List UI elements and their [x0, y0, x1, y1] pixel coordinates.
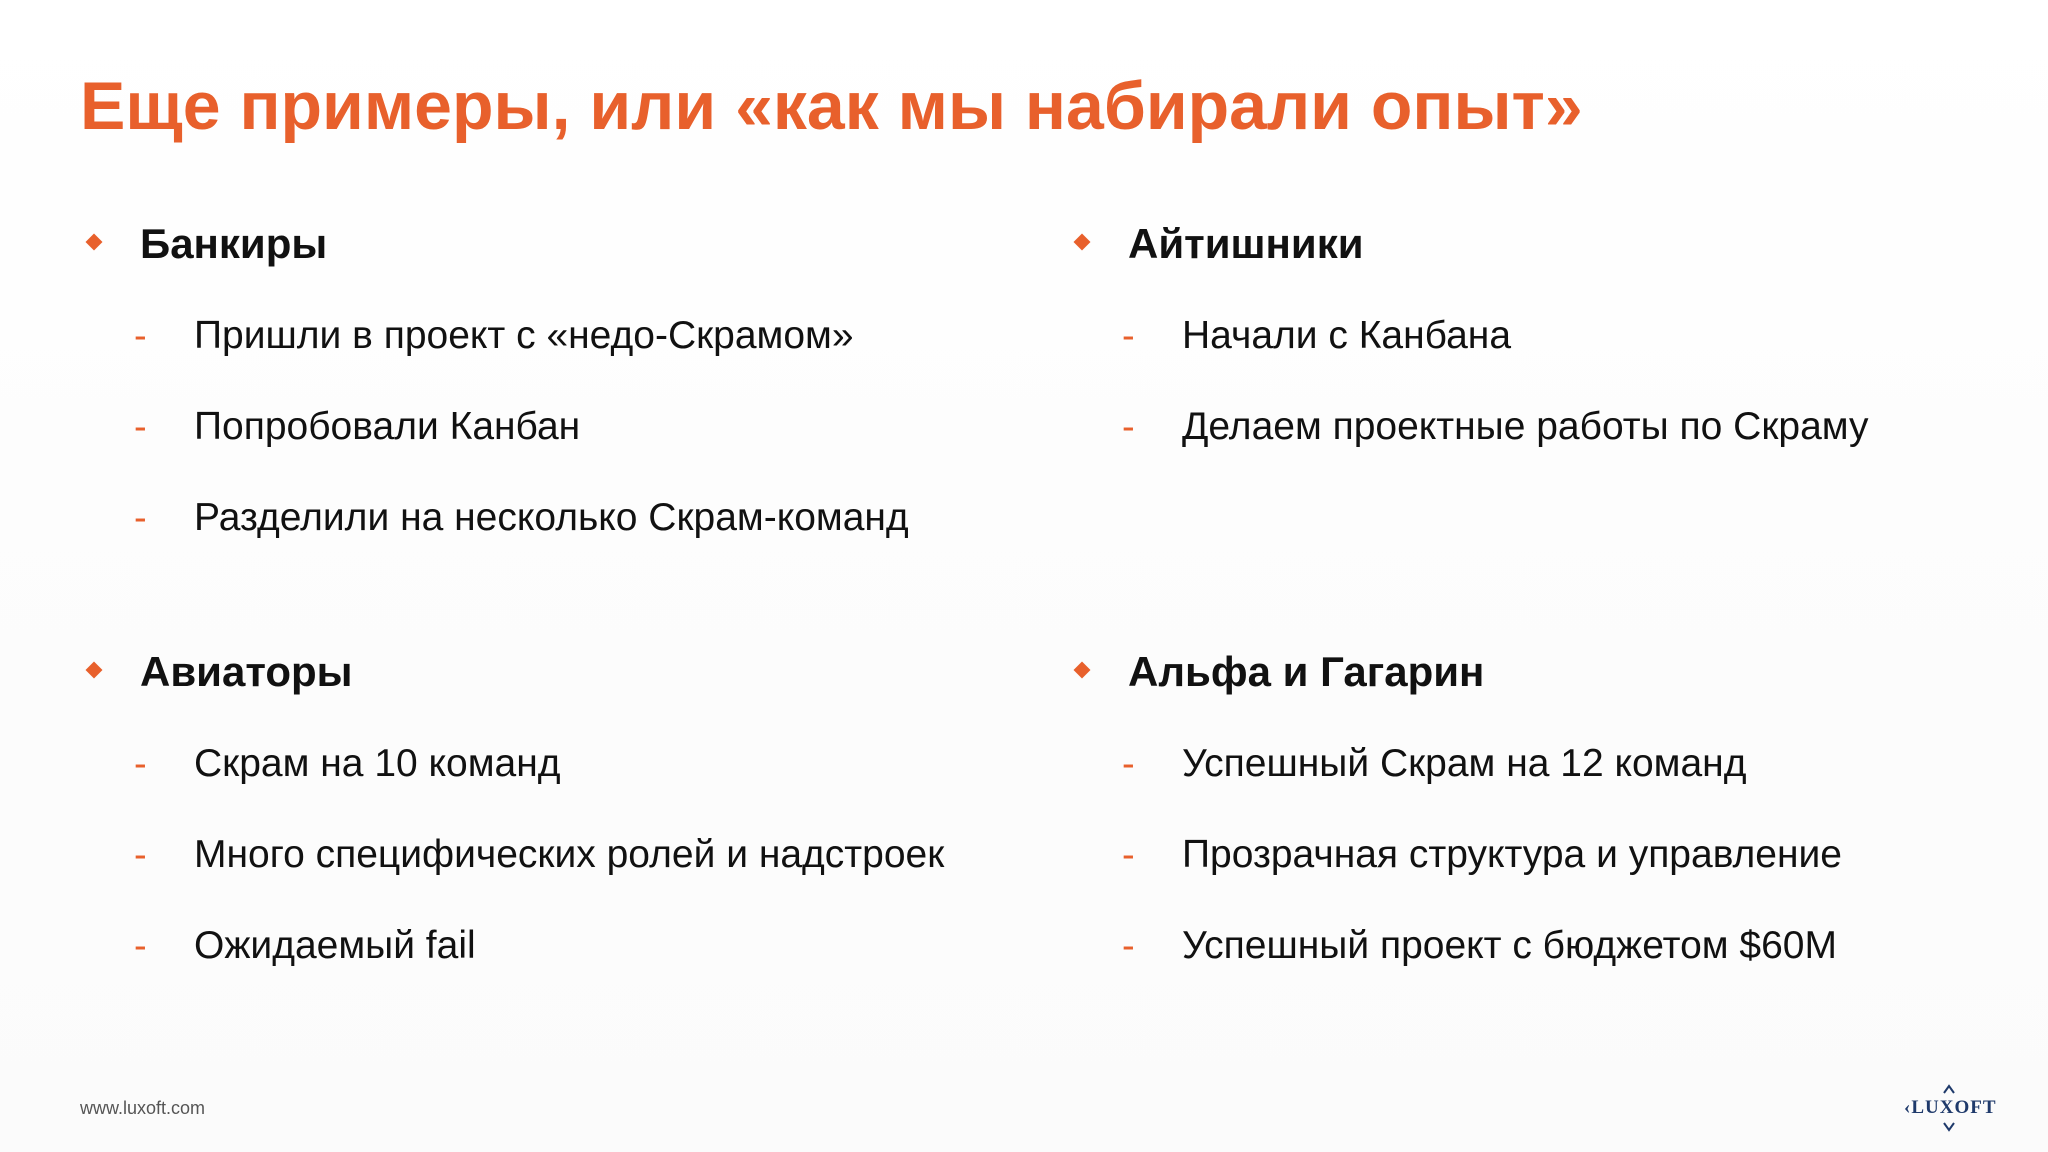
luxoft-logo	[1904, 1084, 1997, 1132]
section-header	[1068, 642, 2008, 702]
list-item	[1068, 916, 2008, 1007]
dash-bullet: -	[1122, 315, 1135, 357]
footer-url: www.luxoft.com	[80, 1098, 206, 1118]
item-list	[1068, 734, 2008, 1007]
list-item	[1068, 397, 2008, 488]
section-alfa-gagarin	[1068, 642, 2008, 1007]
list-item-text: Разделили на несколько Скрам-команд	[194, 496, 909, 539]
section-header	[80, 214, 1020, 274]
dash-bullet: -	[134, 315, 147, 357]
list-item-text: Прозрачная структура и управление	[1182, 833, 1842, 876]
section-header	[1068, 214, 2008, 274]
list-item-text: Попробовали Канбан	[194, 405, 581, 448]
diamond-bullet-icon	[1074, 234, 1091, 251]
dash-bullet: -	[1122, 925, 1135, 967]
dash-bullet: -	[134, 743, 147, 785]
list-item	[80, 734, 1020, 825]
section-title: Альфа и Гагарин	[1128, 648, 1485, 695]
list-item-text: Успешный проект с бюджетом $60M	[1182, 924, 1837, 967]
dash-bullet: -	[1122, 406, 1135, 448]
dash-bullet: -	[134, 406, 147, 448]
dash-bullet: -	[134, 925, 147, 967]
list-item-text: Делаем проектные работы по Скраму	[1182, 405, 1869, 448]
slide-title: Еще примеры, или «как мы набирали опыт»	[80, 68, 1583, 144]
list-item-text: Начали с Канбана	[1182, 314, 1512, 357]
section-header	[80, 642, 1020, 702]
diamond-bullet-icon	[1074, 662, 1091, 679]
list-item	[1068, 306, 2008, 397]
section-title: Банкиры	[140, 220, 328, 267]
list-item	[80, 397, 1020, 488]
list-item	[1068, 734, 2008, 825]
diamond-bullet-icon	[86, 662, 103, 679]
item-list	[80, 734, 1020, 1007]
section-it-people	[1068, 214, 2008, 488]
dash-bullet: -	[134, 497, 147, 539]
section-aviators	[80, 642, 1020, 1007]
section-bankers	[80, 214, 1020, 579]
section-title: Авиаторы	[140, 648, 353, 695]
list-item-text: Успешный Скрам на 12 команд	[1182, 742, 1747, 785]
dash-bullet: -	[1122, 743, 1135, 785]
list-item	[1068, 825, 2008, 916]
dash-bullet: -	[1122, 834, 1135, 876]
list-item	[80, 916, 1020, 1007]
item-list	[80, 306, 1020, 579]
list-item-text: Скрам на 10 команд	[194, 742, 561, 785]
diamond-bullet-icon	[86, 234, 103, 251]
dash-bullet: -	[134, 834, 147, 876]
logo-chevron-up-icon	[1943, 1084, 1955, 1094]
section-title: Айтишники	[1128, 220, 1364, 267]
list-item-text: Пришли в проект с «недо-Скрамом»	[194, 314, 854, 357]
list-item	[80, 306, 1020, 397]
logo-chevron-down-icon	[1943, 1122, 1955, 1132]
list-item	[80, 825, 1020, 916]
list-item	[80, 488, 1020, 579]
logo-text: ‹LUXOFT	[1904, 1097, 1997, 1118]
item-list	[1068, 306, 2008, 488]
list-item-text: Много специфических ролей и надстроек	[194, 833, 945, 876]
list-item-text: Ожидаемый fail	[194, 924, 476, 967]
